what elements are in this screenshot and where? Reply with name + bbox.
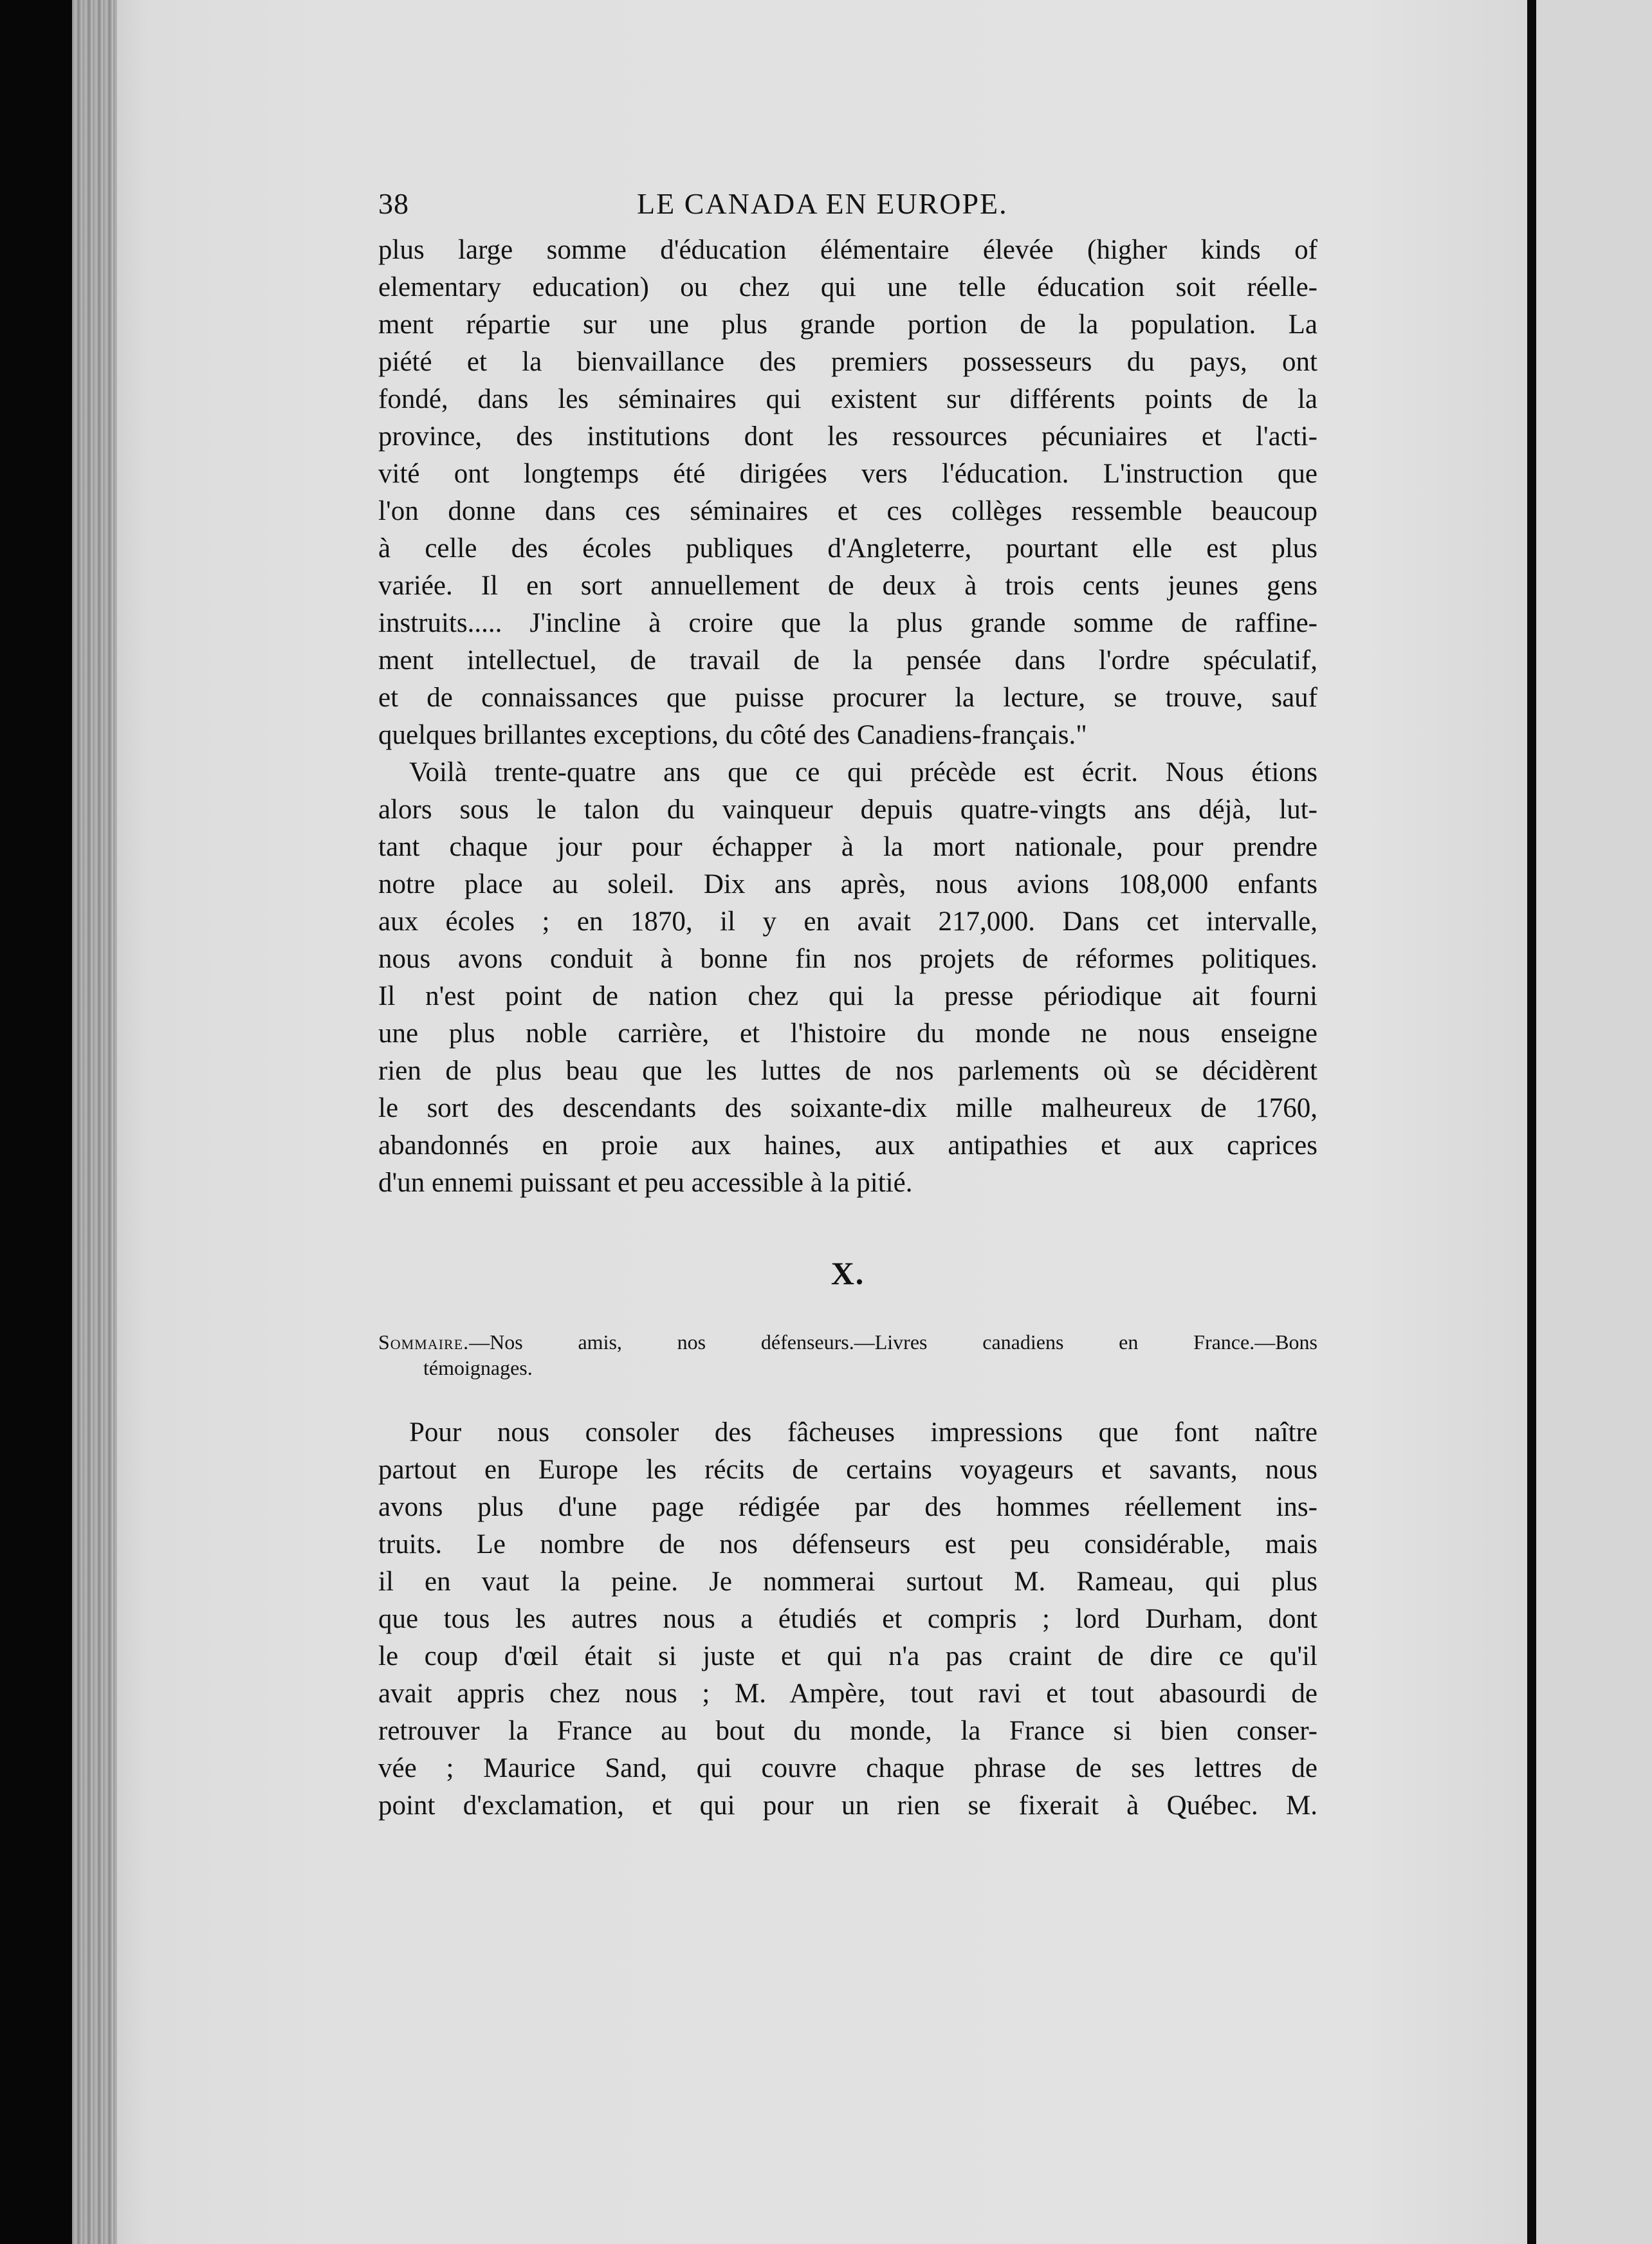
text-line: truits. Le nombre de nos défenseurs est peu considérable, mais: [378, 1529, 1317, 1559]
page-text: [378, 180, 1317, 1825]
text-line: à celle des écoles publiques d'Angleterre, pourtant elle est plus: [378, 533, 1317, 564]
text-line: Voilà trente-quatre ans que ce qui précède est écrit. Nous étions: [409, 757, 1317, 787]
page-edge-shadow: [72, 0, 117, 2244]
text-line: notre place au soleil. Dix ans après, nous avions 108,000 enfants: [378, 869, 1317, 899]
text-line: variée. Il en sort annuellement de deux à trois cents jeunes gens: [378, 571, 1317, 601]
text-line: nous avons conduit à bonne fin nos projets de réformes politiques.: [378, 944, 1317, 974]
summary-line: [378, 1329, 1317, 1355]
text-line: l'on donne dans ces séminaires et ces collèges ressemble beaucoup: [378, 496, 1317, 526]
facing-page-strip: [1536, 0, 1652, 2244]
text-line: abandonnés en proie aux haines, aux antipathies et aux caprices: [378, 1130, 1317, 1161]
text-line: avons plus d'une page rédigée par des hommes réellement ins-: [378, 1492, 1317, 1522]
text-line: avait appris chez nous ; M. Ampère, tout ravi et tout abasourdi de: [378, 1678, 1317, 1709]
text-line: alors sous le talon du vainqueur depuis quatre-vingts ans déjà, lut-: [378, 795, 1317, 825]
paragraph-quote-continuation: [378, 232, 1317, 754]
text-line: point d'exclamation, et qui pour un rien se fixerait à Québec. M.: [378, 1790, 1317, 1821]
text-line: et de connaissances que puisse procurer la lecture, se trouve, sauf: [378, 683, 1317, 713]
paragraph-voila: [378, 754, 1317, 1202]
section-summary: [378, 1329, 1317, 1381]
text-line: rien de plus beau que les luttes de nos parlements où se décidèrent: [378, 1056, 1317, 1086]
text-line: vité ont longtemps été dirigées vers l'éducation. L'instruction que: [378, 459, 1317, 489]
text-line: province, des institutions dont les ressources pécuniaires et l'acti-: [378, 421, 1317, 452]
summary-label: Sommaire.: [378, 1330, 470, 1354]
page-header: [378, 180, 1317, 232]
text-line: aux écoles ; en 1870, il y en avait 217,000. Dans cet intervalle,: [378, 906, 1317, 937]
summary-line: témoignages.: [423, 1356, 533, 1379]
text-line: fondé, dans les séminaires qui existent sur différents points de la: [378, 384, 1317, 414]
text-line: vée ; Maurice Sand, qui couvre chaque phrase de ses lettres de: [378, 1753, 1317, 1783]
summary-text: —Nos amis, nos défenseurs.—Livres canadiens en France.—Bons: [469, 1330, 1317, 1354]
page-number: 38: [378, 187, 409, 220]
text-line: il en vaut la peine. Je nommerai surtout M. Rameau, qui plus: [378, 1567, 1317, 1597]
section-heading: X.: [831, 1255, 865, 1291]
running-head: LE CANADA EN EUROPE.: [637, 187, 1008, 220]
text-line: une plus noble carrière, et l'histoire du monde ne nous enseigne: [378, 1018, 1317, 1049]
text-line: elementary education) ou chez qui une telle éducation soit réelle-: [378, 272, 1317, 302]
text-line: le coup d'œil était si juste et qui n'a pas craint de dire ce qu'il: [378, 1641, 1317, 1671]
text-line: ment intellectuel, de travail de la pensée dans l'ordre spéculatif,: [378, 645, 1317, 676]
text-line: piété et la bienvaillance des premiers possesseurs du pays, ont: [378, 347, 1317, 377]
text-line: Il n'est point de nation chez qui la presse périodique ait fourni: [378, 981, 1317, 1011]
text-line: partout en Europe les récits de certains voyageurs et savants, nous: [378, 1455, 1317, 1485]
text-line: que tous les autres nous a étudiés et compris ; lord Durham, dont: [378, 1604, 1317, 1634]
text-line: ment répartie sur une plus grande portion de la population. La: [378, 309, 1317, 340]
paragraph-pour-nous-consoler: [378, 1414, 1317, 1825]
text-line: d'un ennemi puissant et peu accessible à la pitié.: [378, 1168, 913, 1198]
text-line: tant chaque jour pour échapper à la mort nationale, pour prendre: [378, 832, 1317, 862]
text-line: retrouver la France au bout du monde, la France si bien conser-: [378, 1716, 1317, 1746]
text-line: plus large somme d'éducation élémentaire élevée (higher kinds of: [378, 235, 1317, 265]
text-line: instruits..... J'incline à croire que la plus grande somme de raffine-: [378, 608, 1317, 638]
text-line: Pour nous consoler des fâcheuses impressions que font naître: [409, 1417, 1317, 1448]
text-line: quelques brillantes exceptions, du côté des Canadiens-français.": [378, 720, 1087, 750]
text-line: le sort des descendants des soixante-dix mille malheureux de 1760,: [378, 1093, 1317, 1123]
